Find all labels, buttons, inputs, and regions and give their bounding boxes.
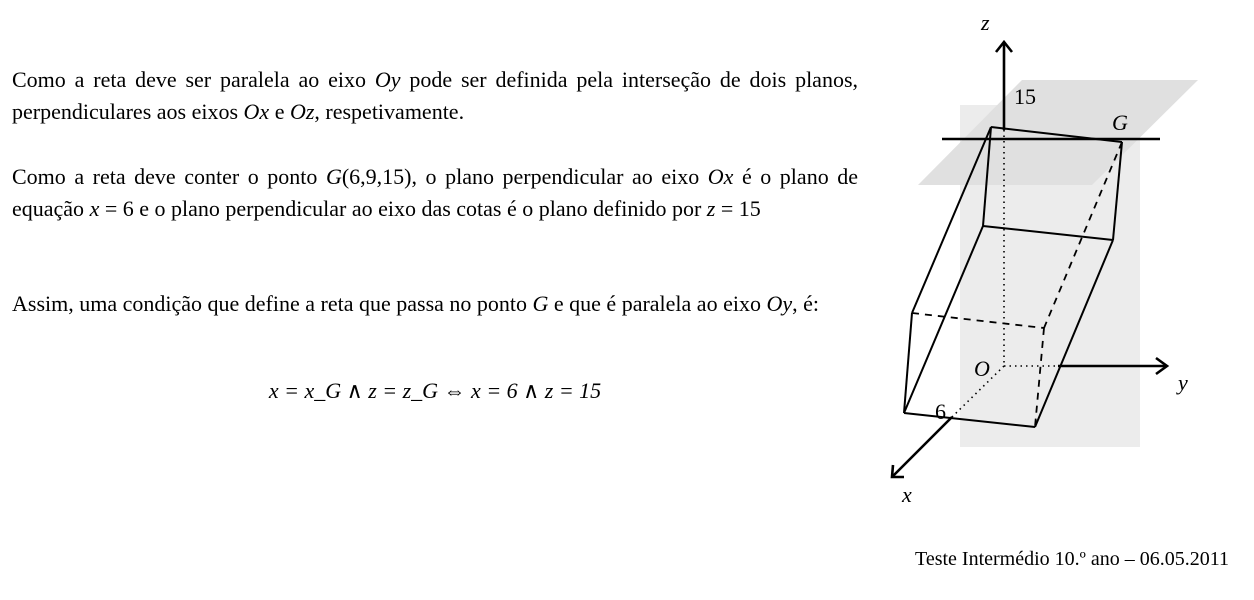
z-label: z — [981, 10, 990, 35]
footer-source: Teste Intermédio 10.º ano – 06.05.2011 — [915, 548, 1229, 570]
x-label: x — [902, 482, 912, 507]
math-oy: Oy — [766, 291, 793, 316]
x-tick-6: 6 — [935, 399, 946, 424]
math-oz: Oz — [289, 99, 315, 124]
text-segment: , é: — [792, 291, 819, 316]
math-g: G — [532, 291, 549, 316]
text-segment: e — [269, 99, 290, 124]
origin-label: O — [974, 356, 990, 381]
text-segment: e que é paralela ao eixo — [548, 291, 767, 316]
math-x: x — [89, 196, 100, 221]
text-segment: (6,9,15), o plano perpendicular ao eixo — [341, 164, 708, 189]
text-segment: pode ser definida pela interseção de dois planos, perpendiculares aos eixos — [12, 67, 859, 124]
text-segment: Como a reta deve ser paralela ao eixo — [12, 67, 375, 92]
paragraph-3 — [12, 288, 858, 320]
y-label: y — [1178, 370, 1188, 395]
text-segment: Assim, uma condição que define a reta que passa no ponto — [12, 291, 533, 316]
text-segment: = 15 — [715, 196, 761, 221]
paragraph-2 — [12, 161, 858, 225]
math-oy: Oy — [374, 67, 401, 92]
text-segment: é o plano de equação — [12, 164, 858, 221]
math-z: z — [706, 196, 716, 221]
math-g: G — [325, 164, 342, 189]
condition-formula: x = x_G ∧ z = z_G ⇔ x = 6 ∧ z = 15 — [268, 378, 602, 403]
x-axis — [893, 417, 952, 476]
text-segment: = 6 e o plano perpendicular ao eixo das cotas é o plano definido por — [99, 196, 707, 221]
z-tick-15: 15 — [1014, 84, 1036, 109]
prism-figure — [870, 0, 1254, 530]
math-ox: Ox — [707, 164, 734, 189]
point-g-label: G — [1112, 110, 1128, 135]
text-segment: Como a reta deve conter o ponto — [12, 164, 326, 189]
paragraph-1 — [12, 64, 858, 128]
text-segment: , respetivamente. — [314, 99, 465, 124]
math-ox: Ox — [243, 99, 270, 124]
